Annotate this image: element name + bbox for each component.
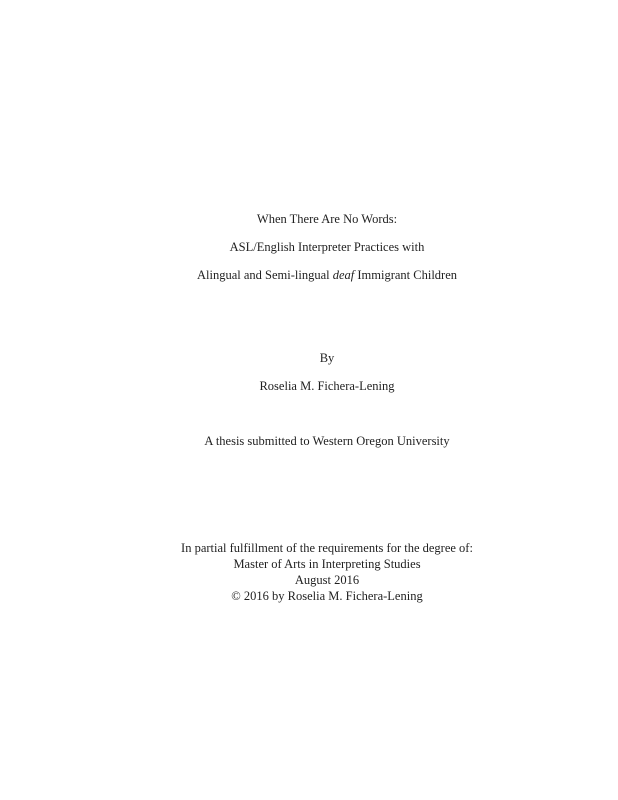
submission-statement: A thesis submitted to Western Oregon University xyxy=(204,434,450,448)
title-line-2: ASL/English Interpreter Practices with xyxy=(229,240,425,254)
degree-requirement-line: In partial fulfillment of the requirements for the degree of: xyxy=(181,541,473,555)
title-line-3 xyxy=(109,261,545,289)
title-line-3-suffix: Immigrant Children xyxy=(354,268,458,282)
copyright-line: © 2016 by Roselia M. Fichera-Lening xyxy=(231,589,423,603)
title-line-3-italic-word: deaf xyxy=(332,268,355,282)
thesis-title xyxy=(109,205,545,289)
author-name: Roselia M. Fichera-Lening xyxy=(259,379,395,393)
title-line-1: When There Are No Words: xyxy=(256,212,398,226)
degree-name: Master of Arts in Interpreting Studies xyxy=(233,557,421,571)
by-label: By xyxy=(319,351,335,365)
degree-block xyxy=(109,540,545,604)
byline xyxy=(109,344,545,400)
title-line-3-prefix: Alingual and Semi-lingual xyxy=(196,268,333,282)
publication-date: August 2016 xyxy=(294,573,360,587)
